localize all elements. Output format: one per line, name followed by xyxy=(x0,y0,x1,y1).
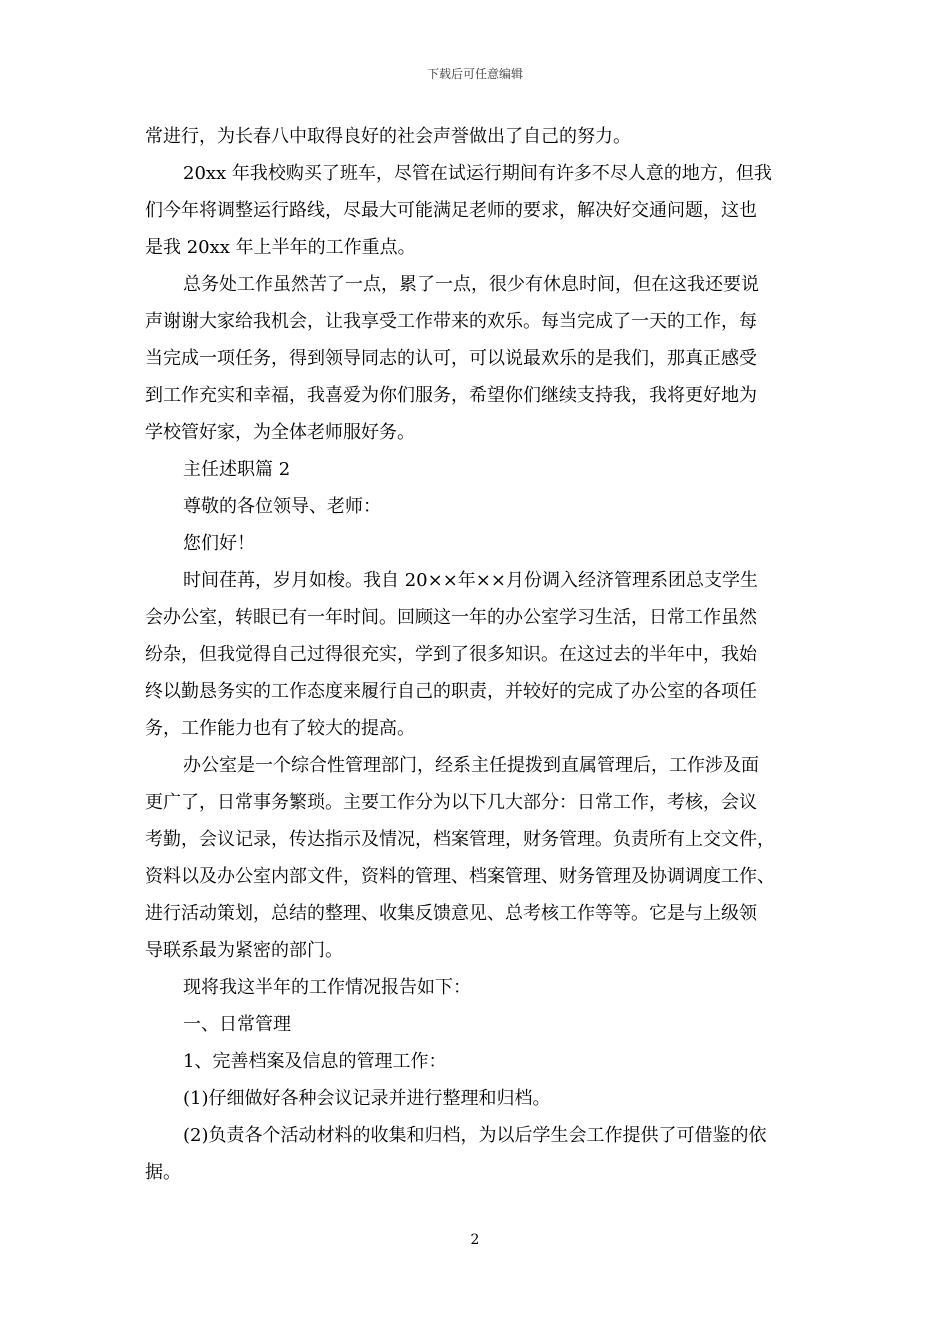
text-line: (2)负责各个活动材料的收集和归档，为以后学生会工作提供了可借鉴的依 xyxy=(183,1125,767,1146)
text-line: 一、日常管理 xyxy=(183,1014,291,1035)
text-line: 据。 xyxy=(145,1162,181,1183)
text-line: 声谢谢大家给我机会，让我享受工作带来的欢乐。每当完成了一天的工作，每 xyxy=(145,311,757,332)
text-line: 总务处工作虽然苦了一点，累了一点，很少有休息时间，但在这我还要说 xyxy=(183,274,759,295)
text-line: 现将我这半年的工作情况报告如下： xyxy=(183,977,471,998)
text-line: 们今年将调整运行路线，尽最大可能满足老师的要求，解决好交通问题，这也 xyxy=(145,200,757,221)
text-line: 学校管好家，为全体老师服好务。 xyxy=(145,422,415,443)
text-line: (1)仔细做好各种会议记录并进行整理和归档。 xyxy=(183,1088,551,1109)
text-line: 终以勤恳务实的工作态度来履行自己的职责，并较好的完成了办公室的各项任 xyxy=(145,681,757,702)
text-line: 20xx 年我校购买了班车，尽管在试运行期间有许多不尽人意的地方，但我 xyxy=(183,163,772,184)
text-line: 务，工作能力也有了较大的提高。 xyxy=(145,718,415,739)
text-line: 是我 20xx 年上半年的工作重点。 xyxy=(145,237,416,258)
text-line: 会办公室，转眼已有一年时间。回顾这一年的办公室学习生活，日常工作虽然 xyxy=(145,607,757,628)
page-number: 2 xyxy=(470,1232,480,1248)
text-line: 常进行，为长春八中取得良好的社会声誉做出了自己的努力。 xyxy=(145,126,631,147)
text-line: 资料以及办公室内部文件，资料的管理、档案管理、财务管理及协调调度工作、 xyxy=(145,866,775,887)
text-line: 主任述职篇 2 xyxy=(183,459,291,480)
text-line: 考勤，会议记录，传达指示及情况，档案管理，财务管理。负责所有上交文件， xyxy=(145,829,775,850)
text-line: 纷杂，但我觉得自己过得很充实，学到了很多知识。在这过去的半年中，我始 xyxy=(145,644,757,665)
text-line: 办公室是一个综合性管理部门，经系主任提拨到直属管理后，工作涉及面 xyxy=(183,755,759,776)
text-line: 1、完善档案及信息的管理工作： xyxy=(183,1051,447,1072)
page-header: 下载后可任意编辑 xyxy=(426,67,523,81)
text-line: 更广了，日常事务繁琐。主要工作分为以下几大部分：日常工作，考核，会议 xyxy=(145,792,757,813)
text-line: 您们好！ xyxy=(183,533,255,554)
text-line: 到工作充实和幸福，我喜爱为你们服务，希望你们继续支持我，我将更好地为 xyxy=(145,385,757,406)
text-line: 导联系最为紧密的部门。 xyxy=(145,940,343,961)
document-body xyxy=(145,118,808,1191)
text-line: 进行活动策划，总结的整理、收集反馈意见、总考核工作等等。它是与上级领 xyxy=(145,903,757,924)
text-line: 当完成一项任务，得到领导同志的认可，可以说最欢乐的是我们，那真正感受 xyxy=(145,348,757,369)
text-line: 尊敬的各位领导、老师： xyxy=(183,496,381,517)
text-line: 时间荏苒，岁月如梭。我自 20××年××月份调入经济管理系团总支学生 xyxy=(183,570,758,591)
